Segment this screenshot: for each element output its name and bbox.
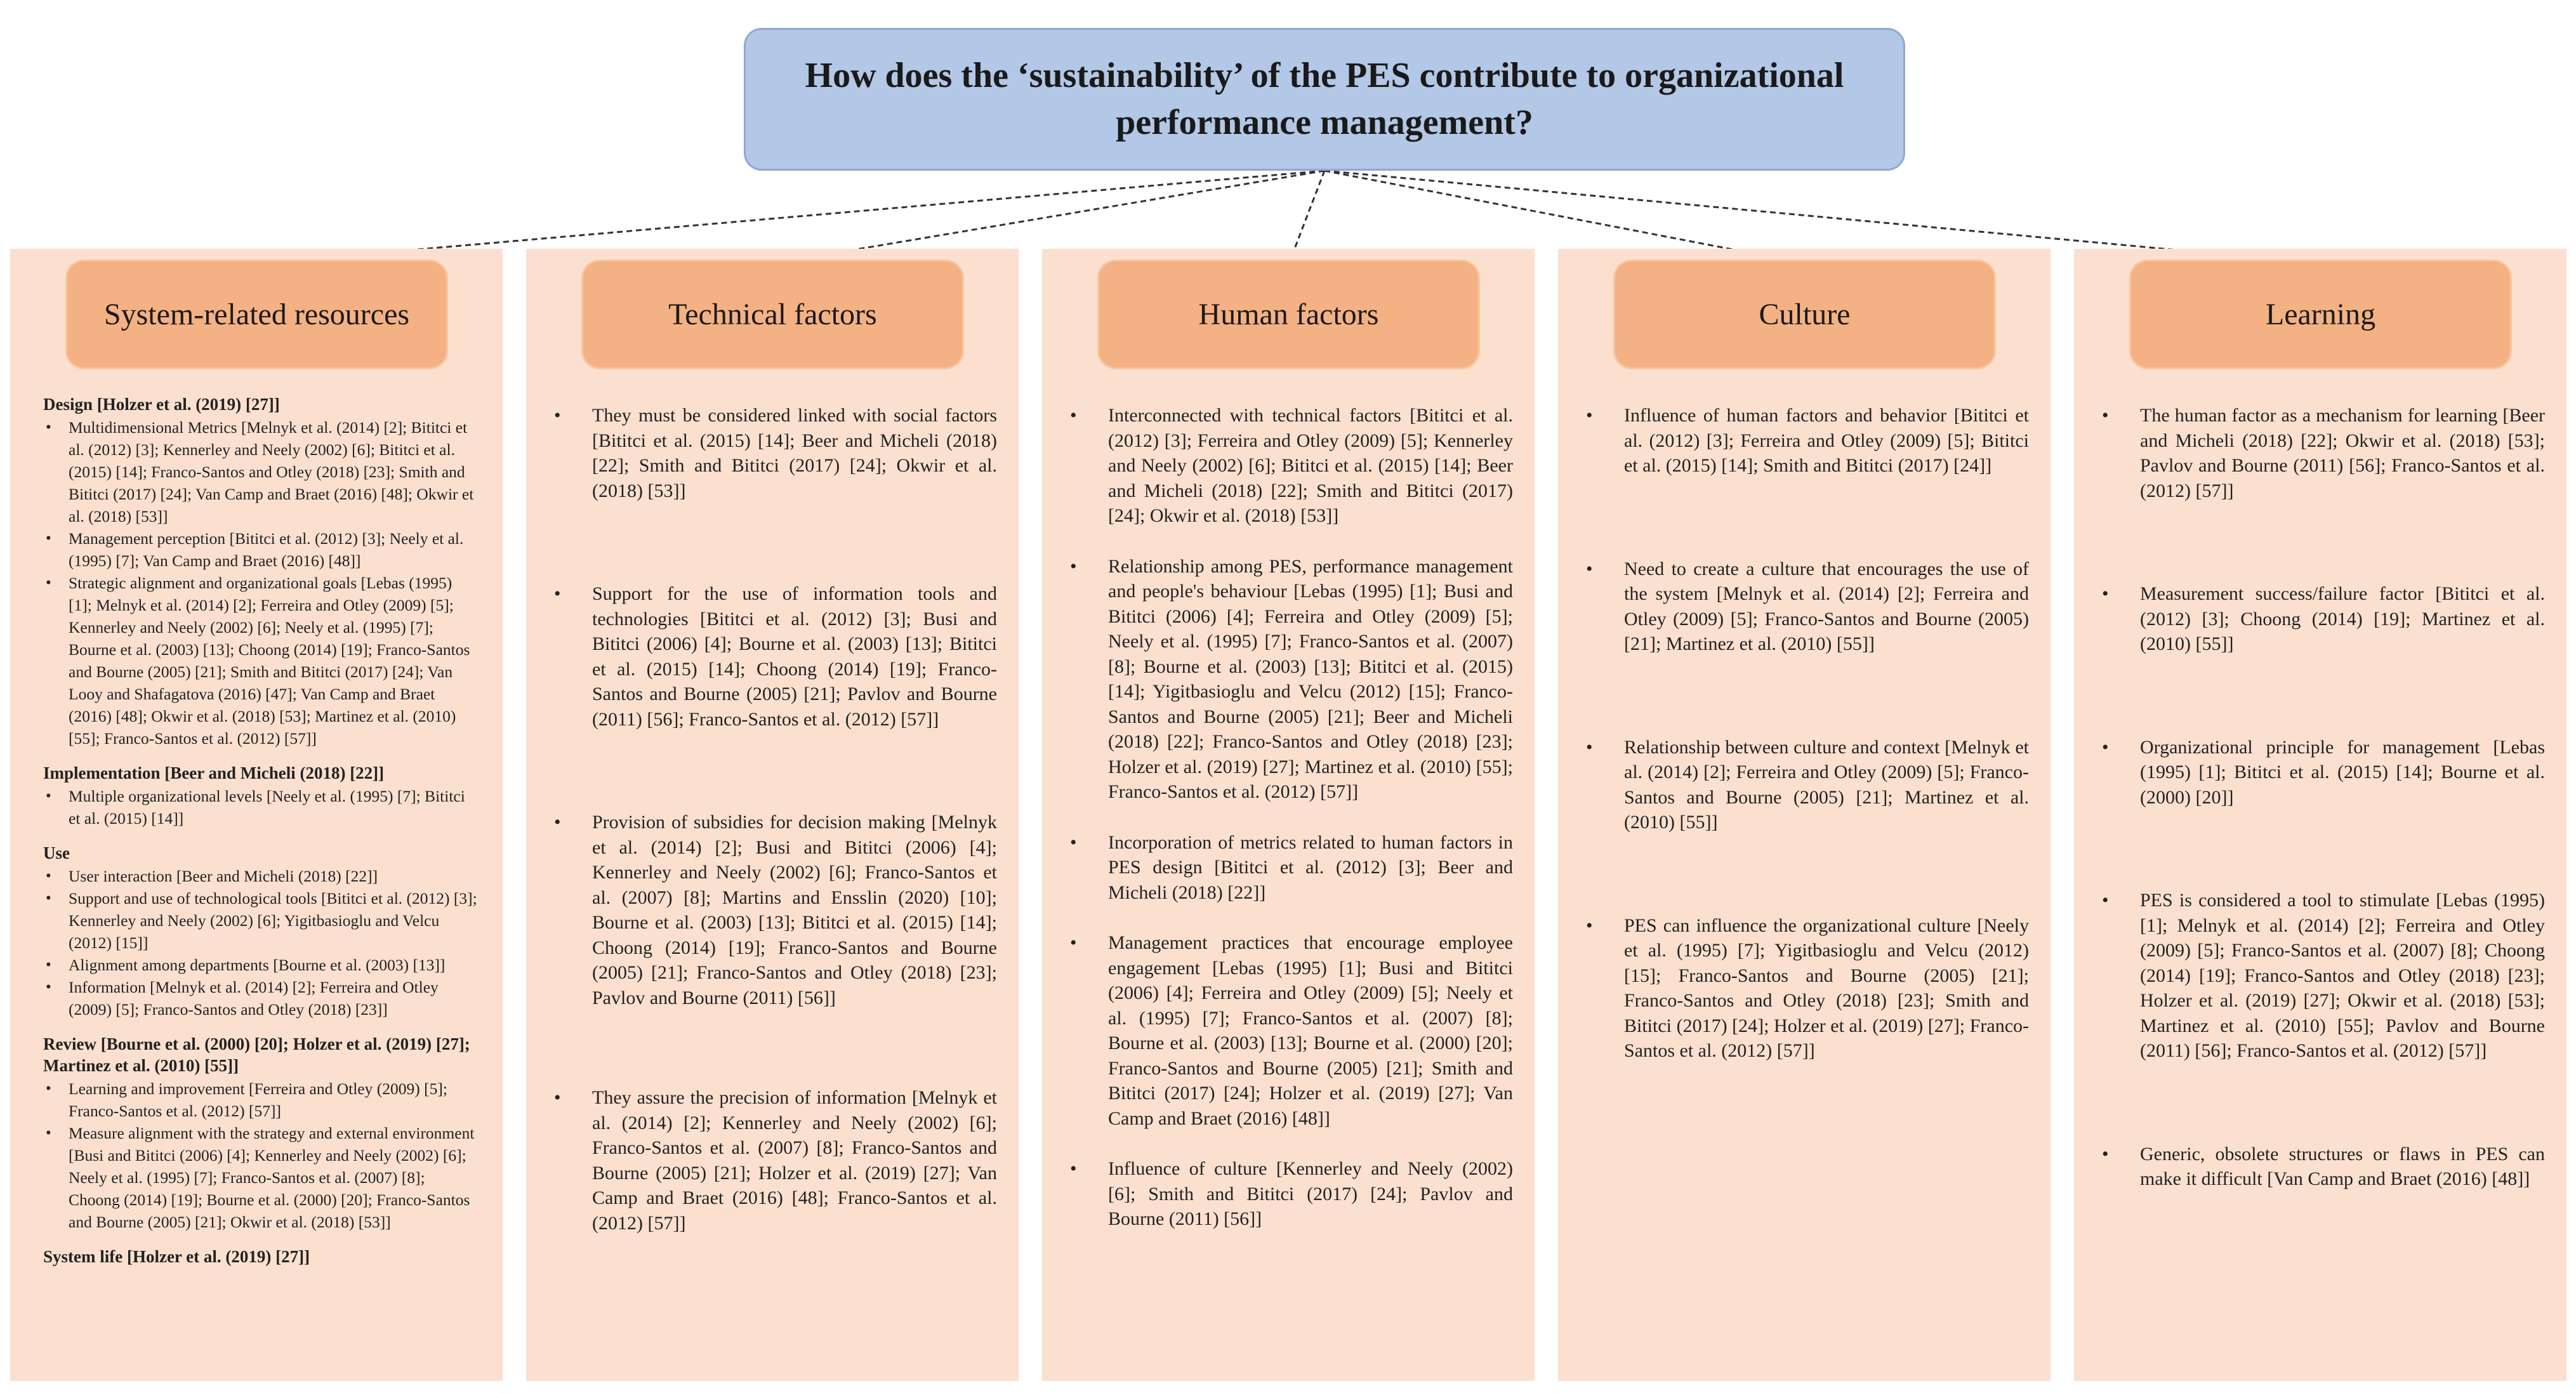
column-title-human: Human factors <box>1099 261 1478 367</box>
list-item: • They must be considered linked with social factors [Bititci et al. (2015) [14]; Beer and Micheli (2018) [22]; Smith and Bititci (2017) [24]; Okwir et al. (2018) [53]] <box>554 403 997 503</box>
list-item: • Support for the use of information tools and technologies [Bititci et al. (2012) [3]; Busi and Bititci (2006) [4]; Bourne et al. (2003) [13]; Bititci et al. (2015) [14]; Choong (2014) [19]; Franco-Santos and Bourne (2005) [21]; Pavlov and Bourne (2011) [56]; Franco-Santos et al. (2012) [57]] <box>554 581 997 732</box>
column-title-culture: Culture <box>1615 261 1994 367</box>
section-heading-design: Design [Holzer et al. (2019) [27]] <box>43 395 280 414</box>
use-list <box>43 865 477 1020</box>
list-item: • PES is considered a tool to stimulate [Lebas (1995) [1]; Melnyk et al. (2014) [2]; Ferreira and Otley (2009) [5]; Franco-Santos et al. (2007) [8]; Choong (2014) [19]; Franco-Santos and Otley (2018) [23]; Holzer et al. (2019) [27]; Okwir et al. (2018) [53]; Martinez et al. (2010) [55]; Pavlov and Bourne (2011) [56]; Franco-Santos et al. (2012) [57]] <box>2102 888 2545 1064</box>
list-item: • Multiple organizational levels [Neely et al. (1995) [7]; Bititci et al. (2015) [14]] <box>43 785 477 829</box>
research-question-box <box>744 28 1905 171</box>
column-title-learning: Learning <box>2131 261 2510 367</box>
research-question: How does the ‘sustainability’ of the PES contribute to organizational performance management? <box>805 55 1844 142</box>
column-technical-factors <box>526 249 1019 1381</box>
list-item: • Influence of culture [Kennerley and Neely (2002) [6]; Smith and Bititci (2017) [24]; Pavlov and Bourne (2011) [56]] <box>1070 1156 1513 1232</box>
column-human-factors <box>1042 249 1535 1381</box>
list-item: • PES can influence the organizational culture [Neely et al. (1995) [7]; Yigitbasioglu and Velcu (2012) [15]; Franco-Santos and Bourne (2005) [21]; Franco-Santos and Otley (2018) [23]; Smith and Bititci (2017) [24]; Holzer et al. (2019) [27]; Franco-Santos et al. (2012) [57]] <box>1586 913 2029 1064</box>
design-list <box>43 416 477 749</box>
list-item: • Management practices that encourage employee engagement [Lebas (1995) [1]; Busi and Bititci (2006) [4]; Ferreira and Otley (2009) [5]; Neely et al. (1995) [7]; Franco-Santos et al. (2007) [8]; Bourne et al. (2003) [13]; Bourne et al. (2000) [20]; Franco-Santos and Bourne (2005) [21]; Smith and Bititci (2017) [24]; Holzer et al. (2019) [27]; Van Camp and Braet (2016) [48]] <box>1070 930 1513 1131</box>
culture-list <box>1586 403 2029 1064</box>
list-item: • The human factor as a mechanism for learning [Beer and Micheli (2018) [22]; Okwir et al. (2018) [53]; Pavlov and Bourne (2011) [56]; Franco-Santos et al. (2012) [57]] <box>2102 403 2545 503</box>
human-factors-list <box>1070 403 1513 1232</box>
list-item: • Support and use of technological tools [Bititci et al. (2012) [3]; Kennerley and Neely (2002) [6]; Yigitbasioglu and Velcu (2012) [15]] <box>43 887 477 954</box>
list-item: • Generic, obsolete structures or flaws in PES can make it difficult [Van Camp and Braet (2016) [48]] <box>2102 1142 2545 1192</box>
list-item: • Measurement success/failure factor [Bititci et al. (2012) [3]; Choong (2014) [19]; Martinez et al. (2010) [55]] <box>2102 581 2545 657</box>
list-item: • Alignment among departments [Bourne et al. (2003) [13]] <box>43 954 477 976</box>
list-item: • Management perception [Bititci et al. (2012) [3]; Neely et al. (1995) [7]; Van Camp and Braet (2016) [48]] <box>43 527 477 572</box>
list-item: • Information [Melnyk et al. (2014) [2]; Ferreira and Otley (2009) [5]; Franco-Santos and Otley (2018) [23]] <box>43 976 477 1020</box>
section-heading-system-life: System life [Holzer et al. (2019) [27]] <box>43 1247 310 1266</box>
list-item: • Need to create a culture that encourages the use of the system [Melnyk et al. (2014) [2]; Ferreira and Otley (2009) [5]; Franco-Santos and Bourne (2005) [21]; Martinez et al. (2010) [55]] <box>1586 557 2029 657</box>
list-item: • Relationship among PES, performance management and people's behaviour [Lebas (1995) [1]; Busi and Bititci (2006) [4]; Ferreira and Otley (2009) [5]; Neely et al. (1995) [7]; Franco-Santos et al. (2007) [8]; Bourne et al. (2003) [13]; Bititci et al. (2015) [14]; Yigitbasioglu and Velcu (2012) [15]; Franco-Santos and Bourne (2005) [21]; Beer and Micheli (2018) [22]; Franco-Santos and Otley (2018) [23]; Holzer et al. (2019) [27]; Martinez et al. (2010) [55]; Franco-Santos et al. (2012) [57]] <box>1070 554 1513 805</box>
column-system-related-resources <box>10 249 503 1381</box>
section-heading-implementation: Implementation [Beer and Micheli (2018) [22]] <box>43 763 385 782</box>
column-culture <box>1558 249 2051 1381</box>
list-item: • Measure alignment with the strategy and external environment [Busi and Bititci (2006) [4]; Kennerley and Neely (2002) [6]; Neely et al. (1995) [7]; Franco-Santos et al. (2007) [8]; Choong (2014) [19]; Bourne et al. (2000) [20]; Franco-Santos and Bourne (2005) [21]; Okwir et al. (2018) [53]] <box>43 1122 477 1233</box>
list-item: • Organizational principle for management [Lebas (1995) [1]; Bititci et al. (2015) [14]; Bourne et al. (2000) [20]] <box>2102 735 2545 810</box>
list-item: • Relationship between culture and context [Melnyk et al. (2014) [2]; Ferreira and Otley (2009) [5]; Franco-Santos and Bourne (2005) [21]; Martinez et al. (2010) [55]] <box>1586 735 2029 835</box>
learning-list <box>2102 403 2545 1192</box>
list-item: • Provision of subsidies for decision making [Melnyk et al. (2014) [2]; Busi and Bititci (2006) [4]; Kennerley and Neely (2002) [6]; Franco-Santos et al. (2007) [8]; Martins and Ensslin (2020) [10]; Bourne et al. (2003) [13]; Bititci et al. (2015) [14]; Choong (2014) [19]; Franco-Santos and Bourne (2005) [21]; Franco-Santos and Otley (2018) [23]; Pavlov and Bourne (2011) [56]] <box>554 810 997 1010</box>
list-item: • Influence of human factors and behavior [Bititci et al. (2012) [3]; Ferreira and Otley (2009) [5]; Bititci et al. (2015) [14]; Smith and Bititci (2017) [24]] <box>1586 403 2029 479</box>
list-item: • Interconnected with technical factors [Bititci et al. (2012) [3]; Ferreira and Otley (2009) [5]; Kennerley and Neely (2002) [6]; Bititci et al. (2015) [14]; Beer and Micheli (2018) [22]; Smith and Bititci (2017) [24]; Okwir et al. (2018) [53]] <box>1070 403 1513 529</box>
list-item: • Learning and improvement [Ferreira and Otley (2009) [5]; Franco-Santos et al. (2012) [57]] <box>43 1078 477 1122</box>
list-item: • Incorporation of metrics related to human factors in PES design [Bititci et al. (2012) [3]; Beer and Micheli (2018) [22]] <box>1070 830 1513 906</box>
technical-factors-list <box>554 403 997 1236</box>
list-item: • Strategic alignment and organizational goals [Lebas (1995) [1]; Melnyk et al. (2014) [2]; Ferreira and Otley (2009) [5]; Kennerley and Neely (2002) [6]; Neely et al. (1995) [7]; Bourne et al. (2003) [13]; Choong (2014) [19]; Franco-Santos and Bourne (2005) [21]; Smith and Bititci (2017) [24]; Van Looy and Shafagatova (2016) [47]; Van Camp and Braet (2016) [48]; Okwir et al. (2018) [53]; Martinez et al. (2010) [55]; Franco-Santos et al. (2012) [57]] <box>43 572 477 749</box>
list-item: • User interaction [Beer and Micheli (2018) [22]] <box>43 865 477 887</box>
section-heading-use: Use <box>43 843 70 862</box>
column-title-system-related: System-related resources <box>67 261 446 367</box>
implementation-list <box>43 785 477 829</box>
review-list <box>43 1078 477 1233</box>
list-item: • They assure the precision of information [Melnyk et al. (2014) [2]; Kennerley and Neely (2002) [6]; Franco-Santos et al. (2007) [8]; Franco-Santos and Bourne (2005) [21]; Holzer et al. (2019) [27]; Van Camp and Braet (2016) [48]; Franco-Santos et al. (2012) [57]] <box>554 1085 997 1236</box>
column-title-technical: Technical factors <box>583 261 962 367</box>
column-learning <box>2074 249 2566 1381</box>
section-heading-review: Review [Bourne et al. (2000) [20]; Holzer et al. (2019) [27]; Martinez et al. (2010) [55]] <box>43 1034 470 1075</box>
list-item: • Multidimensional Metrics [Melnyk et al. (2014) [2]; Bititci et al. (2012) [3]; Kennerley and Neely (2002) [6]; Bititci et al. (2015) [14]; Franco-Santos and Otley (2018) [23]; Smith and Bititci (2017) [24]; Van Camp and Braet (2016) [48]; Okwir et al. (2018) [53]] <box>43 416 477 527</box>
